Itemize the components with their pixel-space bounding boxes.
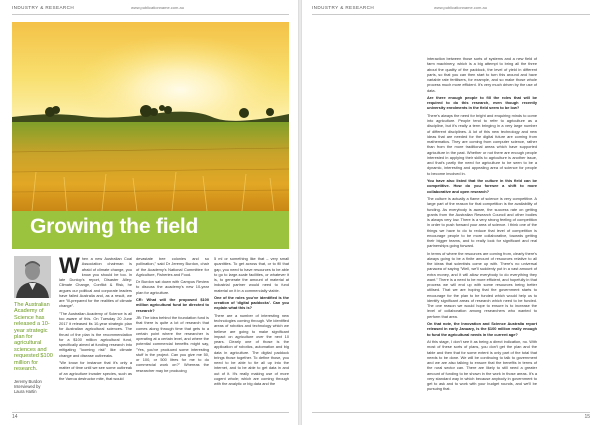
wheat-field-image [12, 22, 289, 211]
body-paragraph: In terms of where the resources are coming from, clearly there's always going to be a finite amount of resources relative to all the ideas that scientists come up with. There's no universal panacea of saying "Well, we'll suddenly put in a vast amount of extra money, and it will allow everybody to do everything they want." There is a need to be more efficient, and hopefully in that process we will end up with some resources being better utilised. That we are hoping that the government starts to encourage for the plan to be funded which would help us to identify significant areas of research which need to be funded. The one reason we would hope to ensure is to increase the level of collaboration among researchers who wanted to perform that area. [427, 250, 537, 319]
section-label: INDUSTRY & RESEARCH [312, 5, 375, 10]
footer-rule [12, 412, 289, 413]
body-paragraph: The culture is actually a flame of science is very competitive. A large part of the reason for that competition is the availability of funding. As everybody is aware, the success rate on getting grants from the Australian Research Council and other bodies is always very low. There is a very strong feeling of competition in order to push forward your area of science. I think one of the things we have to do to reduce that level of competition is encourage people to be more collaborative, towards getting their bigger teams, and to really look for significant and real partnerships going forward. [427, 196, 537, 249]
interview-question: Are there enough people to fill the roles that will be required to do this research, even though recently university enrolments in the field seem to be low? [427, 94, 537, 111]
body-paragraph: 5 ml or something like that – very small quantities. To get across that, or to fill that gap, you need to have resources to be able to go to large-scale facilities, or whatever it is, to generate the amount of material at industrial partner would need to fund material on it in a commercially viable. [214, 256, 289, 293]
section-label: INDUSTRY & RESEARCH [12, 5, 75, 10]
interview-question: One of the roles you've identified is the creation of 'digital paddocks'. Can you explain what this is? [214, 294, 289, 311]
site-url: www.publicationname.com.au [131, 5, 184, 10]
author-credit: Jeremy Burdon Interviewed by Laura Hartin [14, 379, 42, 394]
right-column [427, 56, 537, 394]
page-number: 15 [584, 414, 590, 420]
right-page [302, 0, 600, 425]
site-url: www.publicationname.com.au [434, 5, 487, 10]
body-paragraph: There are a number of interesting new technologies coming through. We identified areas of robotics and technology which we believe are going to make significant impact on agriculture over the next 10 years. Clearly one of those is the application of robotics, automation and big data in agriculture. The digital paddock brings those together. To define those, you need to be able to tie all up into the internet, and to be able to get data in and out of it. It's really making use of more cogent whole; which are coming through with the analytic or big data and the [214, 312, 289, 387]
body-paragraph: Dr Burdon sat down with Campus Review to discuss the academy's new 10-year plan for agriculture. [136, 279, 209, 295]
portrait-image [14, 256, 51, 298]
page-number: 14 [12, 414, 18, 420]
left-column-2 [136, 256, 209, 375]
body-paragraph: At this stage, I don't see it as being a direct indication, no. With most of these sorts of plans, you don't get the plan and the table and then that for some extent is only part of the total that needs to be done. We will be continuing to talk to government and we are also talking to ensure that the benefits in terms of the rural sector can. There are likely to still need a greater amount of funding to be shown in the work in those areas. It's a very standard way in which because anybody in government to get to ask and to work with your budget rounds, and we'll be pursuing that. [427, 339, 537, 392]
body-paragraph: "The Australian Academy of Science is all too aware of this. On Tuesday 20 June 2017 it released its 10-year strategic plan for Australian agricultural sciences. The thrust of the plan is the recommendation for a $100 million agricultural fund, specifically aimed at funding research into mitigating "looming risk" like climate change and disease outbreaks. [59, 310, 132, 358]
header-rule [12, 14, 289, 15]
footer-rule [312, 412, 590, 413]
left-column-3 [214, 256, 289, 389]
left-page [0, 0, 298, 425]
photo-caption: The Australian Academy of Science has released a 10-year strategic plan for agricultural sciences and requested $100 million for research. [14, 302, 53, 373]
header-rule [312, 14, 590, 15]
body-paragraph: JB: The idea behind the foundation fund is that there is quite a lot of research that comes along through time that gets to a certain point where the researcher is operating at a certain level, and where the potential commercial benefits might say, "Yes, you've produced some interesting stuff in the project. Can you give me 50, or 100, or 500 litres for me to do commercial work on?" Whereas the researcher may be producing [136, 315, 209, 373]
author-portrait [14, 256, 51, 298]
body-paragraph: "We know for instance that it's only a matter of time until we see some outbreak of an agriculture invader species, such as the Varroa destructor mite, that would [59, 360, 132, 381]
interview-question: CR: What will the proposed $100 million agricultural fund be directed to research? [136, 297, 209, 313]
body-paragraph: There's always the need for bright and enquiring minds to come into agriculture. People tend to refer to agriculture as a discipline, but it's really a term bringing in a very large number of different disciplines. A lot of this new technology and new ideas that are needed for the digital future are coming from mathematics. They are coming from computer science, rather than from the more traditional areas which have supported agriculture in the past. Whether or not there are enough people interested in applying their skills to agriculture is another issue, and that's partly the need for agriculture to be seen to be a dynamic, interesting and appealing area of science for people to become involved in. [427, 112, 537, 176]
wheat-field-photo [12, 22, 289, 211]
interview-question: You have also listed that the culture in this field can be competitive. How do you foresee a shift to more collaborative and open research? [427, 178, 537, 194]
left-column-1 [59, 253, 132, 383]
interview-question: On that note, the Innovation and Science Australia report released in early January, is the $100 million really enough to fund the agricultural needs in the current age? [427, 321, 537, 337]
title-bar [12, 211, 289, 249]
drop-cap: W [59, 253, 80, 278]
body-paragraph: hen a new Australian Coal Association chairman is afraid of climate change, you know you should be too. In late Dunlop's report, Disaster Alley: Climate Change, Conflict & Risk, he argues our political and corporate leaders have failed Australia and, as a result, we are "ill-prepared for the realities of climate change". [59, 256, 132, 309]
body-paragraph: interaction between those sorts of systems and a new field of farm machinery, which is a big attempt to bring all the three about the quality of the paddock, the level of yield in different parts, so that you can then start to turn this around and have variable rate fertilisers, for example, and so make those whole process much more efficient. It's very much driven by the use of data. [427, 56, 537, 93]
article-title: Growing the field [30, 215, 199, 238]
body-paragraph: devastate bee colonies and so pollination," said Dr Jeremy Burdon, chair of the Academy's National Committee for Agriculture, Fisheries and Food. [136, 256, 209, 277]
